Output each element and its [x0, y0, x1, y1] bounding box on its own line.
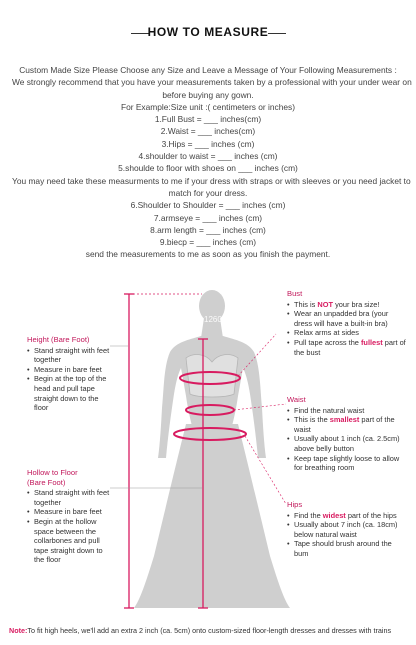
height-heading: Height (Bare Foot)	[27, 335, 90, 344]
page-header	[0, 22, 416, 44]
bust-item-text: part of the bust	[294, 337, 406, 357]
hips-item: • Usually about 7 inch (ca. 18cm) below natural waist	[287, 520, 403, 539]
intro-line: We strongly recommend that you have your measurements taken by a professional with your under wear on	[12, 77, 412, 88]
hollow-heading	[27, 468, 113, 487]
waist-item: • Usually about 1 inch (ca. 2.5cm) above belly button	[287, 434, 403, 453]
bust-item-text: Pull tape across the	[294, 337, 361, 347]
bust-item	[287, 338, 407, 357]
bust-item-highlight: fullest	[360, 337, 383, 347]
hips-instructions	[287, 500, 403, 559]
intro-line: 6.Shoulder to Shoulder = ___ inches (cm)	[130, 200, 286, 211]
intro-line: 1.Full Bust = ___ inches(cm)	[154, 114, 262, 125]
height-instructions	[27, 335, 113, 413]
waist-instructions	[287, 395, 403, 473]
intro-line: 4.shoulder to waist = ___ inches (cm)	[138, 151, 278, 162]
intro-line: 3.Hips = ___ inches (cm)	[161, 138, 255, 149]
bust-item: • Wear an unpadded bra (your dress will have a built-in bra)	[287, 309, 407, 328]
hips-heading: Hips	[287, 500, 303, 509]
bust-item-text: your bra size!	[333, 299, 380, 309]
height-item: • Begin at the top of the head and pull tape straight down to the floor	[27, 374, 113, 412]
intro-line: 5.shoulde to floor with shoes on ___ inches (cm)	[118, 163, 298, 174]
note-text: To fit high heels, we'll add an extra 2 inch (ca. 5cm) onto custom-sized floor-length dresses and dresses with trains	[27, 626, 392, 635]
bust-instructions	[287, 289, 407, 357]
waist-item-text: This is the	[294, 415, 330, 425]
page-title: HOW TO MEASURE	[147, 25, 269, 39]
hips-item	[287, 511, 403, 521]
height-item: • Measure in bare feet	[27, 365, 113, 375]
hips-item-text: part of the hips	[345, 510, 397, 520]
height-item: • Stand straight with feet together	[27, 346, 113, 365]
waist-item: • Keep tape slightly loose to allow for breathing room	[287, 454, 403, 473]
waist-heading: Waist	[287, 395, 306, 404]
store-watermark: Store No. 126032	[168, 315, 231, 324]
hollow-item: • Stand straight with feet together	[27, 488, 113, 507]
intro-line: For Example:Size unit :( centimeters or inches)	[120, 101, 296, 112]
bust-item	[287, 300, 407, 310]
mannequin-figure	[134, 290, 290, 608]
intro-line: before buying any gown.	[162, 89, 254, 100]
waist-item-text: part of the waist	[294, 415, 395, 434]
hollow-heading-line2: (Bare Foot)	[27, 477, 66, 487]
intro-line: You may need take these measurments to me if your dress with straps or with sleeves or you need jacket to	[12, 175, 411, 186]
intro-line: 8.arm length = ___ inches (cm)	[150, 224, 266, 235]
intro-line: 9.biecp = ___ inches (cm)	[159, 237, 257, 248]
note-label: Note:	[9, 626, 28, 635]
intro-line: send the measurements to me as soon as you finish the payment.	[85, 249, 331, 260]
hips-item-text: Find the	[294, 510, 323, 520]
footer-note	[9, 626, 409, 635]
hips-item: • Tape should brush around the bum	[287, 539, 403, 558]
waist-item-highlight: smallest	[329, 415, 360, 425]
intro-line: match for your dress.	[168, 187, 248, 198]
hips-item-highlight: widest	[322, 510, 346, 520]
intro-line: 2.Waist = ___ inches(cm)	[160, 126, 256, 137]
hollow-heading-line1: Hollow to Floor	[27, 468, 78, 477]
bust-heading: Bust	[287, 289, 303, 298]
header-rule-right	[268, 33, 286, 34]
waist-item	[287, 415, 403, 434]
hollow-instructions	[27, 468, 113, 565]
bust-item: • Relax arms at sides	[287, 328, 407, 338]
intro-line: 7.armseye = ___ inches (cm)	[153, 212, 263, 223]
bust-item-text: This is	[294, 299, 318, 309]
measurement-instructions	[12, 64, 412, 261]
hollow-item: • Begin at the hollow space between the collarbones and pull tape straight down to the floor	[27, 517, 113, 565]
waist-item: • Find the natural waist	[287, 406, 403, 416]
hollow-item: • Measure in bare feet	[27, 507, 113, 517]
intro-line: Custom Made Size Please Choose any Size and Leave a Message of Your Following Measurements :	[19, 65, 397, 75]
bust-item-highlight: NOT	[317, 299, 334, 309]
